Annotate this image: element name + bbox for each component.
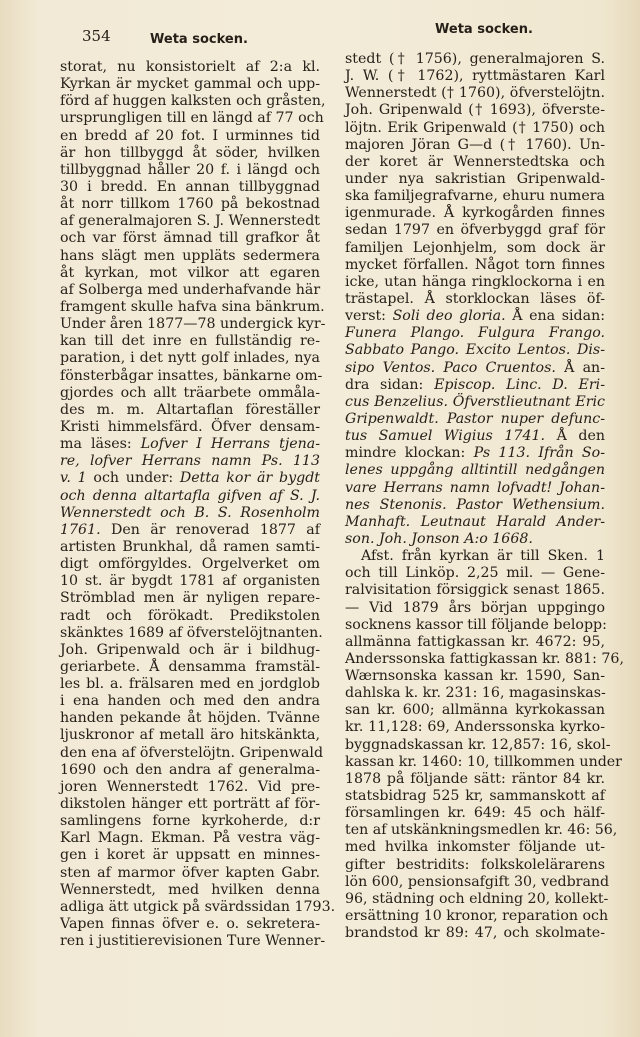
text-run: Den är renoverad 1877 af — [100, 521, 320, 538]
text-run: med hvilka inkomster följande ut- — [345, 839, 605, 856]
text-run: ralvisitation försiggick senast 1865. — [345, 582, 605, 599]
text-line — [60, 608, 320, 625]
text-line — [345, 634, 605, 651]
text-line — [60, 916, 320, 933]
text-line — [60, 727, 320, 744]
italic-run: Ps 113. Ifrån So- — [473, 445, 605, 462]
text-line — [345, 925, 605, 942]
text-line — [345, 325, 605, 342]
text-line — [60, 385, 320, 402]
text-line — [60, 813, 320, 830]
text-line — [60, 93, 326, 110]
text-run: icke, utan hänga ringklockorna i en — [345, 273, 605, 290]
italic-run: cus Benzelius. Öfverstlieutnant Eric — [345, 393, 605, 410]
text-run: församlingen kr. 649: 45 och hälf- — [345, 805, 605, 822]
text-run: kan till det inre en fullständig re- — [60, 333, 320, 350]
text-line — [60, 282, 320, 299]
text-line — [345, 873, 610, 891]
text-run: brandstod kr 89: 47, och skolmate- — [345, 925, 605, 942]
text-run: dikstolen hänger ett porträtt af för- — [60, 796, 320, 813]
text-run: joren Wennerstedt 1762. Vid pre- — [60, 778, 320, 795]
text-run: Vapen finnas öfver e. o. sekretera- — [60, 916, 320, 933]
text-line — [345, 857, 605, 874]
text-run: under nya sakristian Gripenwald- — [345, 170, 605, 187]
text-run: socknens kassor till följande belopp: — [345, 616, 607, 633]
text-run: lön 600, pensionsafgift 30, vedbrand — [345, 873, 610, 890]
text-line — [60, 796, 320, 813]
text-run: sten af marmor öfver kapten Gabr. — [60, 864, 320, 881]
text-line — [60, 196, 320, 213]
text-run: Wennerstedt († 1760), öfverstelöjtn. — [345, 85, 605, 102]
text-line — [345, 394, 605, 411]
text-line — [60, 59, 320, 76]
text-line — [345, 650, 624, 668]
text-line — [60, 676, 320, 693]
text-run: ska familjegrafvarne, ehuru numera — [345, 188, 605, 205]
text-line — [60, 898, 336, 916]
text-line — [60, 624, 323, 642]
text-line — [345, 171, 605, 188]
text-run: der koret är Wennerstedtska och — [345, 153, 605, 170]
text-run: radt och förökadt. Predikstolen — [60, 607, 320, 624]
italic-run: lenes uppgång alltintill nedgången — [345, 462, 605, 479]
text-run: paration, i det nytt golf inlades, nya — [60, 350, 320, 367]
text-run: ursprungligen till en längd af 77 och — [60, 110, 324, 127]
text-line — [60, 710, 320, 727]
text-run: 1690 och den andra af generalma- — [60, 761, 320, 778]
text-run: sedan 1797 en öfverbyggd graf för — [345, 222, 605, 239]
text-line — [345, 600, 605, 617]
text-line — [60, 110, 324, 127]
text-line — [345, 428, 605, 445]
text-run: des m. m. Altartaflan föreställer — [60, 401, 320, 418]
text-line — [345, 668, 605, 685]
text-line — [345, 908, 609, 925]
text-line — [345, 480, 605, 497]
text-run: kr. 11,128: 69, Anderssonska kyrko- — [345, 719, 605, 736]
text-line — [345, 120, 605, 137]
text-run: mindre klockan: — [345, 445, 474, 462]
italic-run: re, lofver Herrans namn Ps. 113 — [60, 453, 320, 470]
text-line — [60, 556, 320, 573]
text-run: familjen Lejonhjelm, som dock är — [345, 239, 605, 256]
text-run: Kyrkan är mycket gammal och upp- — [60, 76, 320, 93]
text-line — [345, 771, 605, 788]
text-line — [345, 240, 605, 257]
text-line — [345, 377, 605, 394]
text-line — [60, 248, 320, 265]
text-line — [60, 145, 320, 162]
text-line — [60, 590, 320, 607]
running-head-left: Weta socken. — [150, 32, 248, 47]
text-run: J. W. († 1762), ryttmästaren Karl — [345, 68, 605, 85]
text-line — [345, 839, 605, 856]
text-line — [345, 308, 605, 325]
text-run: Anderssonska fattigkassan kr. 881: 76, — [345, 650, 624, 667]
italic-run: Detta kor är bygdt — [179, 470, 320, 487]
text-run: statsbidrag 525 kr, sammanskott af — [345, 788, 605, 805]
text-line — [345, 685, 605, 702]
text-run: Under åren 1877—78 undergick kyr- — [60, 316, 326, 333]
italic-run: nes Stenonis. Pastor Wethensium. — [345, 496, 605, 513]
text-line — [345, 462, 605, 479]
text-line — [60, 179, 320, 196]
text-line — [345, 702, 605, 719]
text-run: tillbyggnad håller 20 f. i längd och — [60, 161, 320, 178]
text-run: gifter bestridits: folkskolelärarens — [345, 856, 605, 873]
text-line — [345, 188, 605, 205]
text-run: åt norr tillkom 1760 på bekostnad — [60, 196, 320, 213]
text-run: fönsterbågar insattes, bänkarne om- — [60, 367, 323, 384]
text-line — [345, 445, 605, 462]
text-line — [60, 128, 320, 145]
text-line — [60, 333, 320, 350]
text-line — [345, 582, 605, 599]
text-run: ersättning 10 kronor, reparation och — [345, 908, 609, 925]
text-line — [60, 865, 320, 882]
text-line — [345, 257, 605, 274]
text-run: Å ena sidan: — [505, 308, 605, 325]
text-line — [60, 693, 320, 710]
text-run: Strömblad men är nyligen repare- — [60, 590, 320, 607]
text-line — [60, 402, 320, 419]
text-line — [345, 85, 605, 102]
text-line — [345, 360, 605, 377]
text-run: ten af utskänkningsmedlen kr. 46: 56, — [345, 822, 618, 839]
text-run: af Solberga med underhafvande här — [60, 281, 321, 298]
text-run: skänktes 1689 af öfverstelöjtnanten. — [60, 624, 323, 641]
text-line — [345, 565, 605, 582]
text-run: adliga ätt utgick på svärdssidan 1793. — [60, 898, 336, 915]
text-run: mycket förfallen. Något torn finnes — [345, 256, 605, 273]
text-run: dahlska k. kr. 231: 16, magasinskas- — [345, 685, 606, 702]
text-run: och under: — [86, 470, 180, 487]
text-line — [345, 154, 605, 171]
text-line — [60, 367, 323, 385]
text-run: igenmurade. Å kyrkogården finnes — [345, 205, 605, 222]
text-run: les bl. a. frälsaren med en jordglob — [60, 676, 320, 693]
text-line — [345, 205, 605, 222]
text-run: Å den — [545, 428, 605, 445]
text-run: ren i justitierevisionen Ture Wenner- — [60, 933, 326, 950]
text-line — [60, 213, 320, 230]
text-line — [60, 436, 320, 453]
text-run: dra sidan: — [345, 376, 435, 393]
text-line — [60, 350, 320, 367]
text-run: förd af huggen kalksten och gråsten, — [60, 93, 326, 110]
text-line — [345, 291, 605, 308]
text-run: majoren Jöran G—d († 1760). Un- — [345, 136, 605, 153]
text-line — [60, 470, 320, 487]
text-line — [60, 830, 320, 847]
text-line — [60, 162, 320, 179]
italic-run: 1761. — [60, 521, 101, 538]
text-line — [345, 68, 605, 85]
italic-run: Episcop. Linc. D. Eri- — [434, 376, 605, 393]
text-run: gjordes och allt träarbete ommåla- — [60, 384, 320, 401]
italic-run: tus Samuel Wigius 1741. — [345, 428, 546, 445]
text-run: är hon tillbyggd åt söder, hvilken — [60, 144, 320, 161]
italic-run: Sabbato Pango. Excito Lentos. Dis- — [345, 342, 605, 359]
text-line — [60, 316, 326, 333]
text-run: åt kyrkan, mot vilkor att egaren — [60, 264, 320, 281]
text-run: ma läses: — [60, 436, 141, 453]
text-line — [60, 933, 326, 950]
text-run: ljuskronor af metall äro hitskänkta, — [60, 727, 320, 744]
text-line — [345, 736, 611, 754]
running-head-right: Weta socken. — [435, 22, 533, 37]
text-run: 10 st. är bygdt 1781 af organisten — [60, 573, 320, 590]
text-line — [60, 265, 320, 282]
text-run: digt omförgyldes. Orgelverket om — [60, 556, 320, 573]
text-line — [345, 788, 605, 805]
text-line — [345, 51, 605, 68]
text-line — [60, 230, 320, 247]
italic-run: Lofver I Herrans tjena- — [140, 436, 320, 453]
text-run: den ena af öfverstelöjtn. Gripenwald — [60, 744, 324, 761]
text-run: san kr. 600; allmänna kyrkokassan — [345, 702, 605, 719]
text-line — [60, 522, 320, 539]
text-run: Kristi himmelsfärd. Öfver densam- — [60, 418, 320, 435]
text-line — [60, 419, 320, 436]
text-line — [345, 531, 605, 548]
text-run: samlingens forne kyrkoherde, d:r — [60, 813, 320, 830]
italic-run: Soli deo gloria. — [392, 308, 506, 325]
text-run: storat, nu konsistorielt af 2:a kl. — [60, 59, 320, 75]
text-run: Joh. Gripenwald och är i bildhug- — [60, 641, 320, 658]
text-line — [345, 137, 605, 154]
left-text-column — [60, 59, 336, 950]
text-run: Wærnsonska kassan kr. 1590, San- — [345, 668, 605, 685]
text-line — [345, 342, 605, 359]
text-run: framgent skulle hafva sina bänkrum. — [60, 298, 325, 315]
text-line — [345, 102, 605, 119]
page-number: 354 — [82, 27, 111, 45]
text-line — [60, 539, 320, 556]
italic-run: och denna altartafla gifven af S. J. — [60, 487, 320, 504]
text-line — [345, 497, 605, 514]
text-line — [60, 453, 320, 470]
text-line — [345, 222, 605, 239]
text-line — [60, 488, 320, 505]
text-line — [345, 617, 605, 634]
text-line — [345, 805, 605, 822]
text-line — [60, 762, 320, 779]
text-run: 30 i bredd. En annan tillbyggnad — [60, 178, 320, 195]
text-line — [345, 514, 605, 531]
text-line — [60, 505, 320, 522]
italic-run: Wennerstedt och B. S. Rosenholm — [60, 504, 320, 521]
text-run: — Vid 1879 års början uppgingo — [345, 599, 605, 616]
italic-run: son. Joh. Jonson A:o 1668. — [345, 530, 533, 547]
text-run: af generalmajoren S. J. Wennerstedt — [60, 213, 320, 230]
text-run: och till Linköp. 2,25 mil. — Gene- — [345, 565, 605, 582]
text-run: handen pekande åt höjden. Tvänne — [60, 710, 320, 727]
text-run: Joh. Gripenwald († 1693), öfverste- — [345, 102, 605, 119]
italic-run: Funera Plango. Fulgura Frango. — [345, 325, 605, 342]
text-run: kassan kr. 1460: 10, tillkommen under — [345, 753, 622, 770]
text-line — [60, 847, 320, 864]
text-run: 96, städning och eldning 20, kollekt- — [345, 890, 609, 907]
text-run: byggnadskassan kr. 12,857: 16, skol- — [345, 736, 611, 753]
text-line — [345, 548, 605, 565]
text-line — [60, 298, 325, 316]
italic-run: Manhaft. Leutnaut Harald Ander- — [345, 513, 605, 530]
text-line — [345, 890, 609, 908]
text-run: artisten Brunkhal, då ramen samti- — [60, 538, 320, 555]
text-run: löjtn. Erik Gripenwald († 1750) och — [345, 119, 605, 136]
text-run: i ena handen och med den andra — [60, 693, 320, 710]
text-run: 1878 på följande sätt: räntor 84 kr. — [345, 770, 605, 787]
text-run: Karl Magn. Ekman. På vestra väg- — [60, 830, 320, 847]
text-line — [345, 822, 618, 839]
text-line — [60, 573, 320, 590]
italic-run: Gripenwaldt. Pastor nuper defunc- — [345, 410, 605, 427]
text-run: trästapel. Å storklockan läses öf- — [345, 290, 605, 307]
text-line — [60, 659, 320, 676]
right-text-column — [345, 51, 624, 942]
text-line — [60, 882, 320, 899]
italic-run: vare Herrans namn lofvadt! Johan- — [345, 479, 605, 496]
text-line — [60, 779, 320, 796]
text-line — [345, 753, 622, 771]
text-run: och var först ämnad till grafkor åt — [60, 230, 320, 247]
text-run: Wennerstedt, med hvilken denna — [60, 881, 320, 898]
text-run: gen i koret är uppsatt en minnes- — [60, 847, 320, 864]
text-run: Afst. från kyrkan är till Sken. 1 — [361, 548, 605, 565]
text-run: stedt († 1756), generalmajoren S. — [345, 51, 605, 67]
text-run: en bredd af 20 fot. I urminnes tid — [60, 127, 320, 144]
italic-run: sipo Ventos. Paco Cruentos. — [345, 359, 556, 376]
text-run: allmänna fattigkassan kr. 4672: 95, — [345, 633, 605, 650]
text-line — [345, 411, 605, 428]
text-line — [345, 274, 605, 291]
text-line — [60, 642, 320, 659]
text-run: hans slägt men uppläts sedermera — [60, 247, 320, 264]
text-line — [60, 744, 324, 762]
italic-run: v. 1 — [60, 470, 87, 487]
text-run: Å an- — [555, 359, 605, 376]
text-run: geriarbete. Å densamma framstäl- — [60, 658, 320, 675]
text-run: verst: — [345, 308, 393, 325]
text-line — [345, 719, 605, 736]
text-line — [60, 76, 320, 93]
